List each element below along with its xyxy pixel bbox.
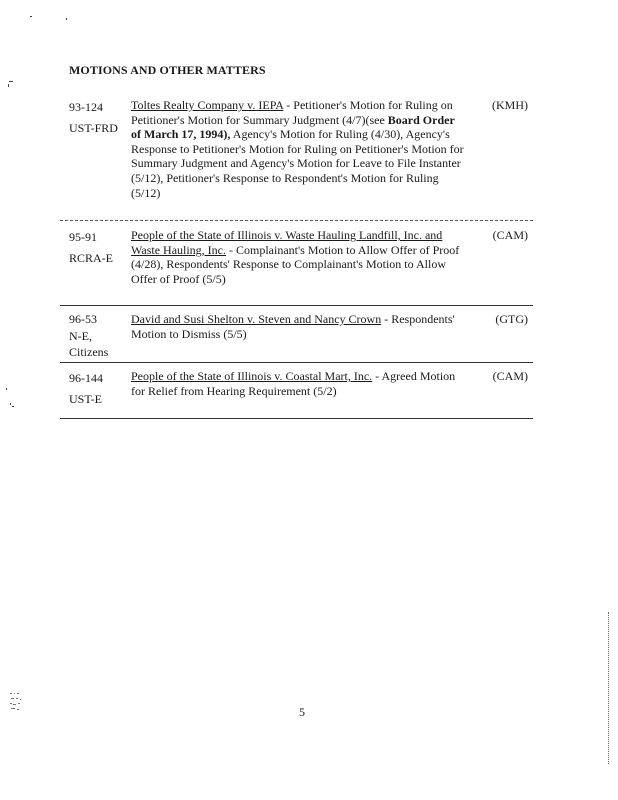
entry-divider bbox=[60, 305, 533, 306]
docket-number: 93-124 bbox=[69, 100, 103, 114]
motion-text-continued: Agency's Motion for Ruling (4/30), Agency's Response to Petitioner's Motion for Ruling on Petitioner's Motion for Summary Judgment and Agency's Motion for Leave to File Instanter (5/12), Petitioner's Response to Respondent's Motion for Ruling (5/12) bbox=[131, 127, 464, 200]
scan-speck bbox=[30, 16, 32, 17]
entry-description bbox=[131, 98, 465, 200]
section-heading: MOTIONS AND OTHER MATTERS bbox=[69, 63, 266, 77]
docket-number: 95-91 bbox=[69, 230, 97, 244]
entry-divider bbox=[60, 362, 533, 363]
scan-speck bbox=[8, 84, 9, 87]
board-order-reference: Board Order of March 17, 1994), bbox=[131, 112, 455, 142]
case-name: People of the State of Illinois v. Waste Hauling Landfill, Inc. and Waste Hauling, Inc. bbox=[131, 228, 443, 257]
case-name: David and Susi Shelton v. Steven and Nancy Crown bbox=[131, 312, 382, 326]
scan-speck bbox=[12, 406, 14, 407]
entry-description bbox=[131, 228, 465, 286]
entry-divider bbox=[60, 418, 533, 419]
docket-id bbox=[69, 97, 118, 138]
docket-type: N-E, bbox=[69, 329, 92, 343]
scan-speck bbox=[9, 81, 13, 82]
motion-text: - Respondents' Motion to Dismiss (5/5) bbox=[131, 312, 455, 341]
scan-speck bbox=[10, 403, 11, 405]
case-name: Toltes Realty Company v. IEPA bbox=[131, 98, 284, 112]
motion-text: - Agreed Motion for Relief from Hearing Requirement (5/2) bbox=[131, 369, 456, 398]
stamp-graphic bbox=[8, 690, 30, 712]
docket-type: UST-E bbox=[69, 392, 102, 406]
docket-entry bbox=[69, 368, 532, 413]
scan-margin-marks bbox=[608, 612, 609, 764]
board-member-initials: (KMH) bbox=[492, 98, 528, 112]
page-number: 5 bbox=[299, 705, 305, 719]
docket-entry bbox=[69, 227, 532, 287]
board-member-initials: (CAM) bbox=[492, 228, 528, 242]
motion-text: - Petitioner's Motion for Ruling on Petitioner's Motion for Summary Judgment (4/7)(see bbox=[131, 98, 453, 127]
docket-type: UST-FRD bbox=[69, 121, 118, 135]
case-name: People of the State of Illinois v. Coastal Mart, Inc. bbox=[131, 369, 373, 383]
docket-number: 96-53 bbox=[69, 312, 97, 326]
entry-description bbox=[131, 369, 465, 398]
entry-divider bbox=[60, 220, 533, 221]
docket-id bbox=[69, 227, 113, 268]
docket-subtype: Citizens bbox=[69, 345, 109, 359]
docket-number: 96-144 bbox=[69, 371, 103, 385]
docket-entry bbox=[69, 97, 532, 207]
board-member-initials: (GTG) bbox=[495, 312, 528, 326]
scan-stamp-mark bbox=[8, 690, 30, 712]
scan-speck bbox=[66, 18, 67, 20]
docket-entry bbox=[69, 311, 532, 361]
docket-id bbox=[69, 368, 103, 409]
docket-id bbox=[69, 311, 108, 359]
motion-text: - Complainant's Motion to Allow Offer of Proof (4/28), Respondents' Response to Complainant's Motion to Allow Offer of Proof (5/5) bbox=[131, 242, 460, 286]
board-member-initials: (CAM) bbox=[492, 369, 528, 383]
docket-type: RCRA-E bbox=[69, 251, 114, 265]
entry-description bbox=[131, 312, 465, 341]
scan-speck bbox=[6, 388, 7, 390]
